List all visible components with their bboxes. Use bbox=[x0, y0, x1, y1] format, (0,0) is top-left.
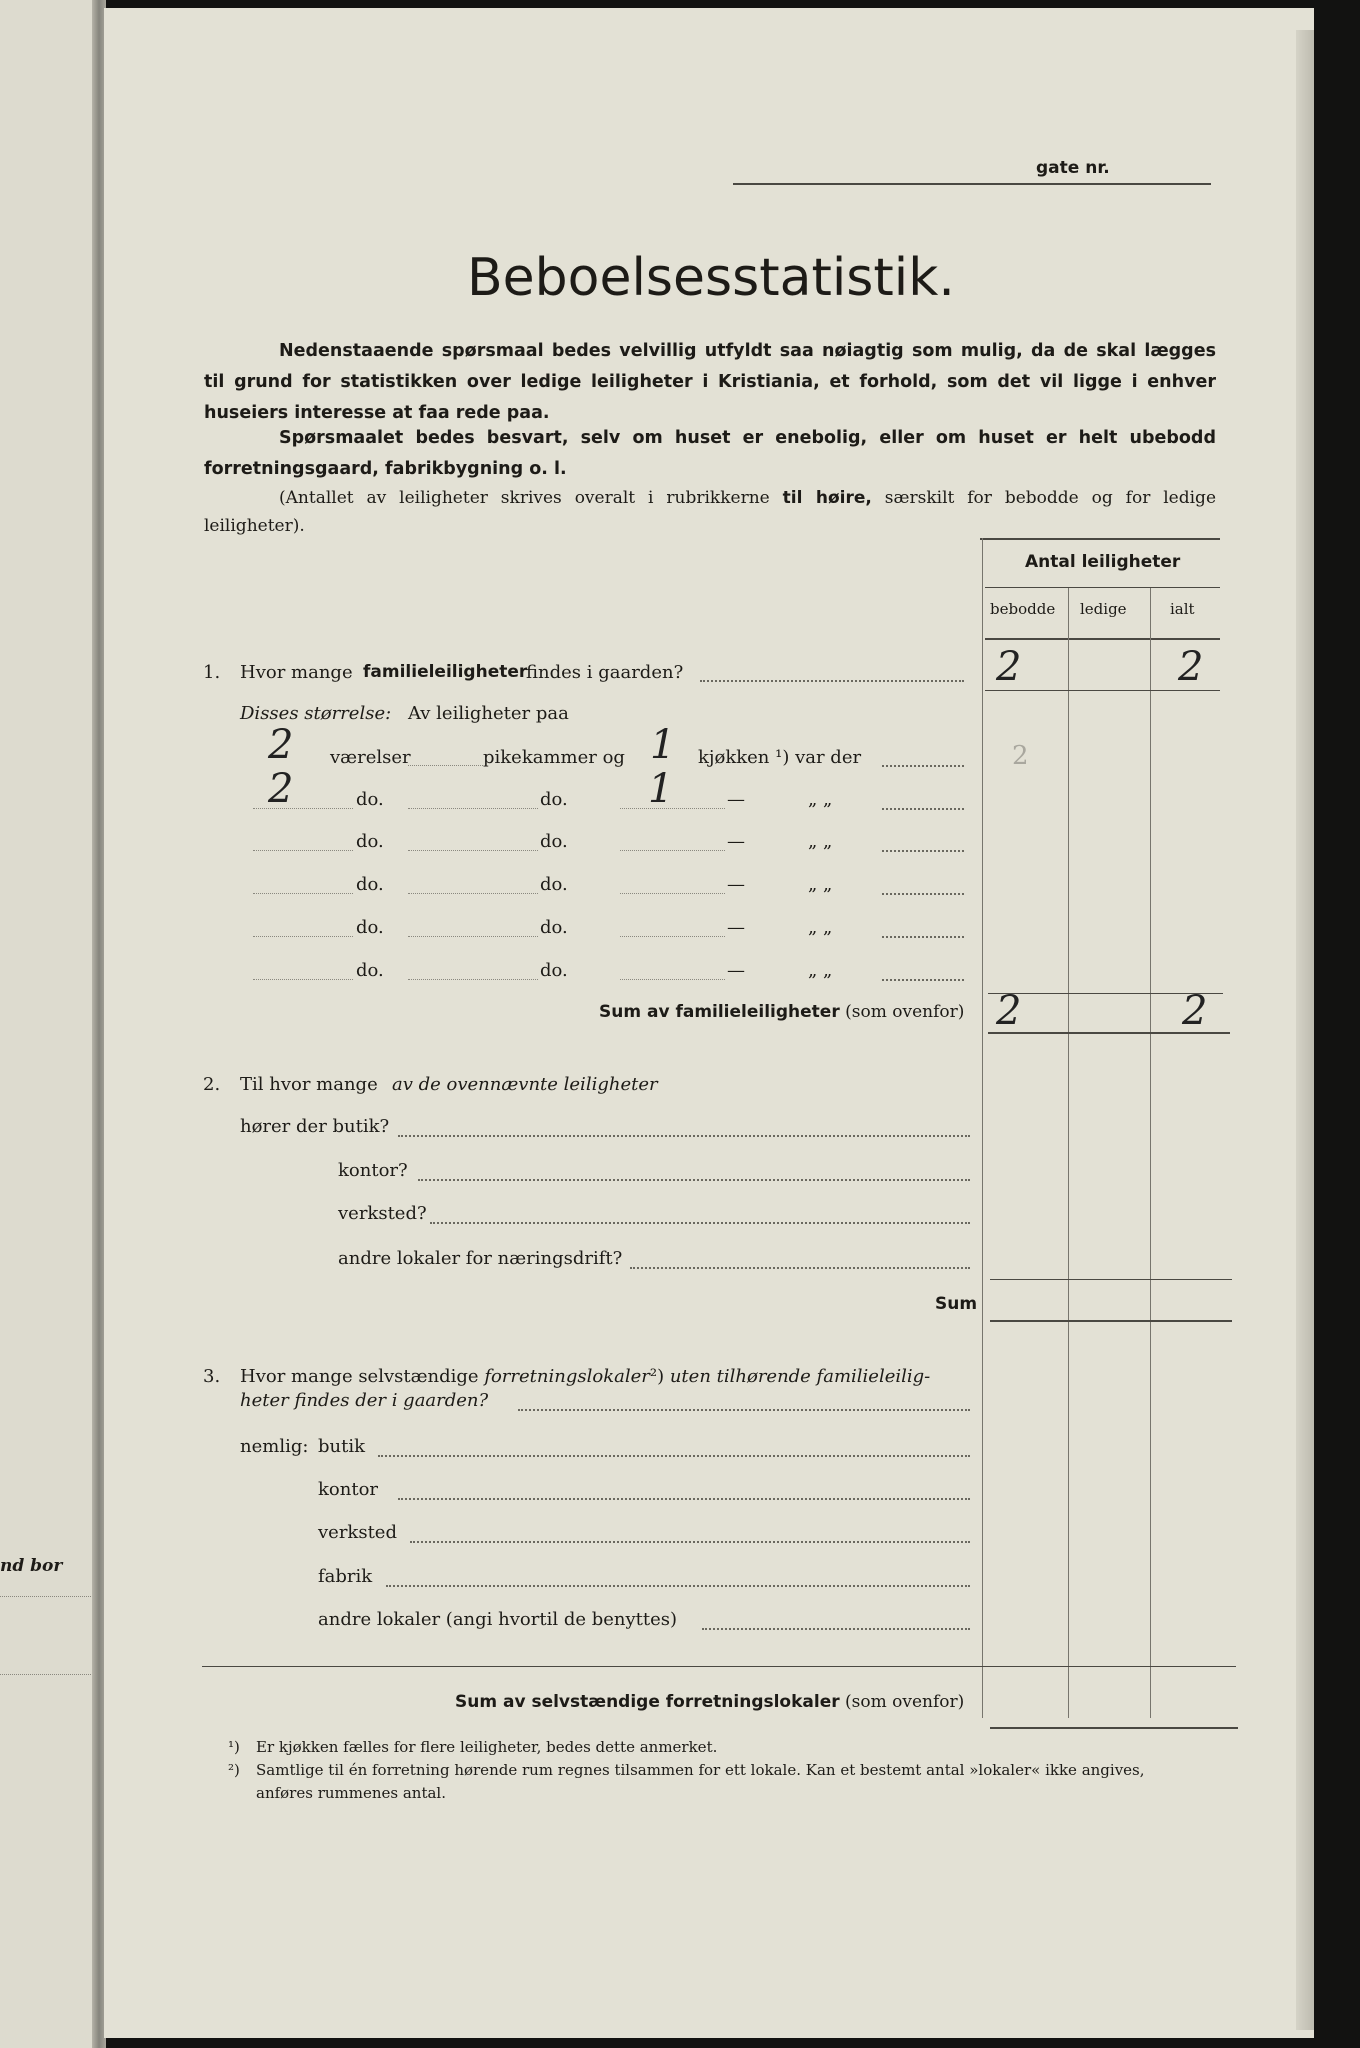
q2-item-verksted: verksted? bbox=[338, 1203, 427, 1224]
table-header-rule bbox=[985, 587, 1220, 588]
q3-text-line-1: Hvor mange selvstændige forretningslokaler²) uten tilhørende familieleilig- bbox=[240, 1366, 931, 1387]
q2-item-kontor: kontor? bbox=[338, 1160, 408, 1181]
q1-sizes-label: Disses størrelse: bbox=[240, 703, 392, 724]
street-line bbox=[733, 183, 1211, 185]
q1-row-ditto: „ „ bbox=[808, 874, 833, 895]
column-ialt: ialt bbox=[1170, 600, 1195, 618]
left-page-edge bbox=[0, 0, 100, 2048]
table-header-bottom-rule bbox=[985, 638, 1220, 640]
footnote-1-mark: ¹) bbox=[228, 1738, 240, 1756]
q1-row-ditto: „ „ bbox=[808, 917, 833, 938]
q3-text-line-2: heter findes der i gaarden? bbox=[240, 1390, 489, 1411]
leader-dots bbox=[378, 1455, 970, 1457]
leader-dots bbox=[882, 850, 964, 852]
table-top-rule bbox=[980, 538, 1220, 540]
q1-row-blank bbox=[253, 936, 353, 937]
q3-sum-top-rule bbox=[202, 1666, 1236, 1667]
q3-number: 3. bbox=[203, 1366, 221, 1387]
leader-dots bbox=[430, 1222, 970, 1224]
q3-nemlig: nemlig: bbox=[240, 1436, 309, 1457]
q2-item-andre: andre lokaler for næringsdrift? bbox=[338, 1248, 623, 1269]
q1-row-blank bbox=[620, 808, 725, 809]
leader-dots bbox=[882, 893, 964, 895]
q1-text-b: familieleiligheter bbox=[363, 662, 528, 682]
q1-row-kitchen-label: — bbox=[727, 831, 745, 852]
q1-row-blank bbox=[408, 936, 538, 937]
intro-paragraph-3: (Antallet av leiligheter skrives overalt i rubrikkerne til høire, særskilt for bebodde og for ledige leiligheter). bbox=[204, 488, 1217, 536]
q1-row-blank bbox=[408, 808, 538, 809]
table-divider-2 bbox=[1150, 588, 1151, 1718]
q2-text-b: av de ovennævnte leiligheter bbox=[392, 1074, 658, 1095]
leader-dots bbox=[398, 1498, 970, 1500]
q1-row-blank bbox=[253, 850, 353, 851]
q1-row-maid-label: do. bbox=[540, 789, 568, 810]
q2-sum-bottom-rule bbox=[990, 1320, 1232, 1322]
page-edge bbox=[1296, 30, 1314, 2030]
leader-dots bbox=[386, 1585, 970, 1587]
q1-row-blank bbox=[408, 850, 538, 851]
q1-row-value: 2 bbox=[1012, 741, 1029, 771]
page-title: Beboelsesstatistik. bbox=[467, 248, 955, 308]
q1-row-maid-label: do. bbox=[540, 831, 568, 852]
leader-dots bbox=[882, 808, 964, 810]
leader-dots bbox=[882, 936, 964, 938]
q1-row-blank bbox=[408, 979, 538, 980]
q1-row-rooms-label: værelser bbox=[330, 747, 411, 768]
sum-bottom-rule bbox=[988, 1032, 1230, 1034]
leader-dots bbox=[882, 979, 964, 981]
q3-item-butik: butik bbox=[318, 1436, 366, 1457]
q1-row-blank bbox=[408, 765, 483, 766]
q1-row-blank bbox=[620, 936, 725, 937]
q1-row-maid-label: do. bbox=[540, 960, 568, 981]
q1-row-ditto: „ „ bbox=[808, 960, 833, 981]
leader-dots bbox=[410, 1541, 970, 1543]
leader-dots bbox=[700, 680, 964, 682]
q1-answer-ialt: 2 bbox=[1178, 644, 1204, 690]
footnote-1: Er kjøkken fælles for flere leiligheter, bedes dette anmerket. bbox=[256, 1738, 718, 1756]
q1-row-blank bbox=[253, 808, 353, 809]
q1-row-kitchen-label: — bbox=[727, 789, 745, 810]
table-divider-1 bbox=[1068, 588, 1069, 1718]
footnote-2b: anføres rummenes antal. bbox=[256, 1784, 446, 1802]
q1-row-rooms: 2 bbox=[268, 766, 294, 812]
q1-row-blank bbox=[620, 893, 725, 894]
leader-dots bbox=[518, 1409, 970, 1411]
footnote-2-mark: ²) bbox=[228, 1761, 240, 1779]
q1-row-maid-label: do. bbox=[540, 917, 568, 938]
q3-sum-bottom-rule bbox=[990, 1727, 1238, 1729]
q1-row-rooms-label: do. bbox=[356, 831, 384, 852]
table-left-border bbox=[982, 538, 983, 1718]
q3-item-kontor: kontor bbox=[318, 1479, 379, 1500]
q3-item-fabrik: fabrik bbox=[318, 1566, 373, 1587]
q1-row-kitchen: 1 bbox=[648, 766, 674, 812]
column-ledige: ledige bbox=[1080, 600, 1127, 618]
q1-row-kitchen: 1 bbox=[650, 722, 676, 768]
q1-row-blank bbox=[253, 979, 353, 980]
q1-text-c: findes i gaarden? bbox=[526, 662, 684, 683]
leader-dots bbox=[702, 1628, 970, 1630]
row-rule bbox=[985, 690, 1220, 691]
column-bebodde: bebodde bbox=[990, 600, 1056, 618]
q1-row-kitchen-label: — bbox=[727, 917, 745, 938]
q1-row-blank bbox=[253, 893, 353, 894]
q1-row-rooms-label: do. bbox=[356, 874, 384, 895]
q2-text-a: Til hvor mange bbox=[240, 1074, 378, 1095]
street-label: gate nr. bbox=[1036, 158, 1110, 178]
q1-row-maid-label: pikekammer og bbox=[483, 747, 625, 768]
q1-text-a: Hvor mange bbox=[240, 662, 353, 683]
q1-number: 1. bbox=[203, 662, 221, 683]
q3-sum-label: Sum av selvstændige forretningslokaler (som ovenfor) bbox=[455, 1692, 965, 1712]
q1-row-blank bbox=[620, 979, 725, 980]
q2-item-butik: hører der butik? bbox=[240, 1116, 390, 1137]
leader-dots bbox=[882, 765, 964, 767]
q1-row-kitchen-label: — bbox=[727, 960, 745, 981]
table-group-header: Antal leiligheter bbox=[1025, 552, 1181, 572]
q1-row-maid-label: do. bbox=[540, 874, 568, 895]
q1-row-ditto: „ „ bbox=[808, 831, 833, 852]
leader-dots bbox=[418, 1179, 970, 1181]
q1-sum-label: Sum av familieleiligheter (som ovenfor) bbox=[599, 1002, 965, 1022]
leader-dots bbox=[630, 1267, 970, 1269]
q3-item-andre: andre lokaler (angi hvortil de benyttes) bbox=[318, 1609, 678, 1630]
left-margin-line bbox=[0, 1674, 95, 1675]
q1-row-rooms-label: do. bbox=[356, 960, 384, 981]
q1-row-rooms-label: do. bbox=[356, 789, 384, 810]
q1-row-ditto: „ „ bbox=[808, 789, 833, 810]
left-margin-line bbox=[0, 1596, 95, 1597]
sum-top-rule bbox=[988, 993, 1223, 994]
q2-number: 2. bbox=[203, 1074, 221, 1095]
q1-row-kitchen-label: — bbox=[727, 874, 745, 895]
q3-item-verksted: verksted bbox=[318, 1522, 397, 1543]
q1-sum-ialt: 2 bbox=[1182, 988, 1208, 1034]
q1-row-blank bbox=[408, 893, 538, 894]
q1-row-rooms: 2 bbox=[268, 722, 294, 768]
q1-row-kitchen-label: kjøkken ¹) var der bbox=[698, 747, 862, 768]
q1-sizes-text: Av leiligheter paa bbox=[408, 703, 569, 724]
intro-paragraph-2: Spørsmaalet bedes besvart, selv om huset er enebolig, eller om huset er helt ubebodd forretningsgaard, fabrikbygning o. l. bbox=[204, 428, 1216, 479]
q1-row-blank bbox=[620, 850, 725, 851]
form-page bbox=[104, 8, 1314, 2038]
intro-paragraph-1: Nedenstaaende spørsmaal bedes velvillig utfyldt saa nøiagtig som mulig, da de skal lægges til grund for statistikken over ledige leiligheter i Kristiania, et forhold, som det vil ligge i enhver huseiers interesse at faa rede paa. bbox=[204, 341, 1216, 423]
footnote-2a: Samtlige til én forretning hørende rum regnes tilsammen for ett lokale. Kan et bestemt antal »lokaler« ikke angives, bbox=[256, 1761, 1145, 1779]
q1-row-rooms-label: do. bbox=[356, 917, 384, 938]
q2-sum-top-rule bbox=[990, 1279, 1232, 1280]
left-margin-fragment: nd bor bbox=[0, 1556, 63, 1576]
leader-dots bbox=[398, 1135, 970, 1137]
q2-sum-label: Sum bbox=[935, 1294, 978, 1314]
q1-answer-bebodde: 2 bbox=[996, 644, 1022, 690]
q1-sum-bebodde: 2 bbox=[996, 988, 1022, 1034]
